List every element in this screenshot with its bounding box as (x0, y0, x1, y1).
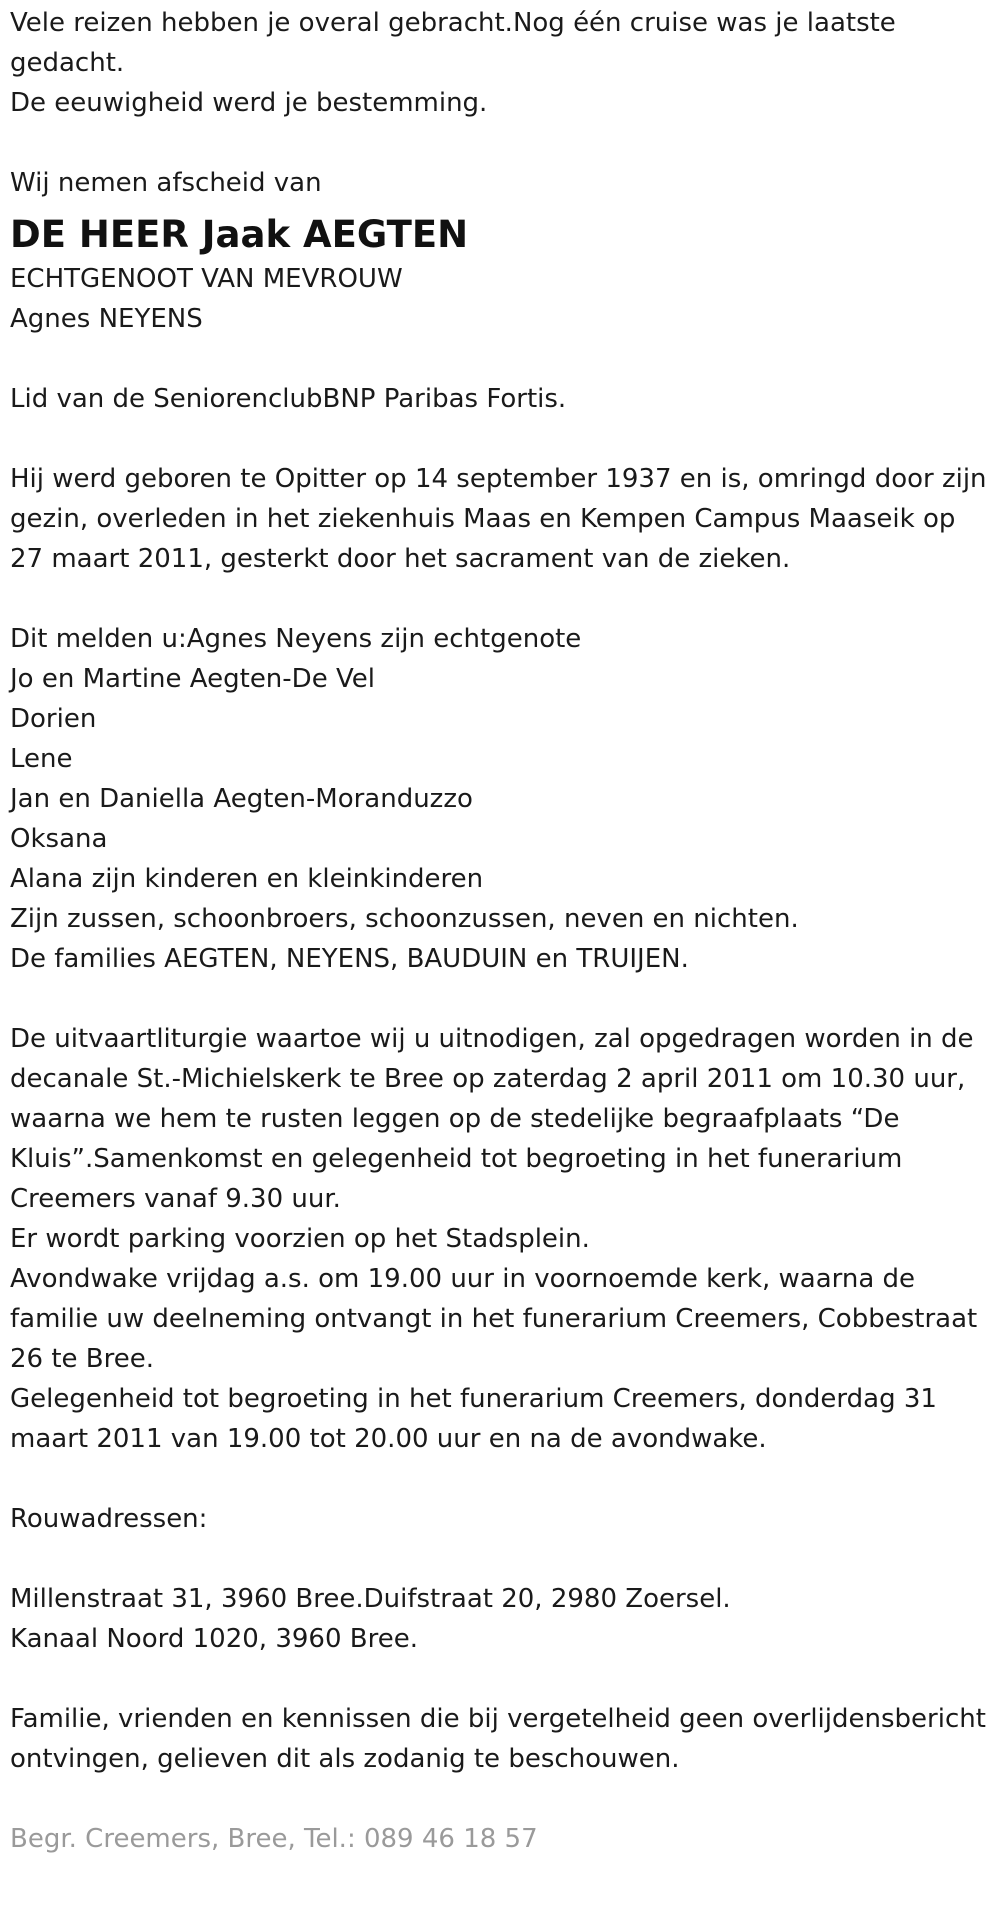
family-line: Oksana (10, 824, 108, 854)
family-line: Jo en Martine Aegten-De Vel (10, 664, 375, 694)
spacer (10, 1539, 990, 1579)
family-line: Dit melden u:Agnes Neyens zijn echtgenote (10, 624, 582, 654)
family-line: De families AEGTEN, NEYENS, BAUDUIN en TRUIJEN. (10, 944, 689, 974)
spacer (10, 579, 990, 619)
closing-note: Familie, vrienden en kennissen die bij vergetelheid geen overlijdensbericht ontvingen, gelieven dit als zodanig te beschouwen. (10, 1704, 986, 1774)
spacer (10, 419, 990, 459)
farewell-text: Wij nemen afscheid van (10, 168, 322, 198)
spouse-name: Agnes NEYENS (10, 304, 203, 334)
family-line: Dorien (10, 704, 97, 734)
spacer (10, 1659, 990, 1699)
address-line: Millenstraat 31, 3960 Bree.Duifstraat 20, 2980 Zoersel. (10, 1584, 731, 1614)
funeral-details (10, 1019, 990, 1459)
membership-text: Lid van de SeniorenclubBNP Paribas Fortis. (10, 384, 567, 414)
funeral-paragraph: De uitvaartliturgie waartoe wij u uitnodigen, zal opgedragen worden in de decanale St.-Michielskerk te Bree op zaterdag 2 april 2011 om 10.30 uur, waarna we hem te rusten leggen op de stedelijke begraafplaats “De Kluis”.Samenkomst en gelegenheid tot begroeting in het funerarium Creemers vanaf 9.30 uur. (10, 1024, 974, 1214)
funeral-home-footer: Begr. Creemers, Bree, Tel.: 089 46 18 57 (10, 1824, 538, 1854)
intro-line: De eeuwigheid werd je bestemming. (10, 88, 488, 118)
spacer (10, 339, 990, 379)
intro-line: Vele reizen hebben je overal gebracht.Nog één cruise was je laatste gedacht. (10, 8, 896, 78)
family-line: Lene (10, 744, 73, 774)
wake-details: Avondwake vrijdag a.s. om 19.00 uur in voornoemde kerk, waarna de familie uw deelneming ontvangt in het funerarium Creemers, Cobbestraat 26 te Bree. (10, 1264, 978, 1374)
visitation-details: Gelegenheid tot begroeting in het funerarium Creemers, donderdag 31 maart 2011 van 19.00 tot 20.00 uur en na de avondwake. (10, 1384, 937, 1454)
family-line: Jan en Daniella Aegten-Moranduzzo (10, 784, 473, 814)
spouse-label: ECHTGENOOT VAN MEVROUW (10, 264, 403, 294)
family-line: Zijn zussen, schoonbroers, schoonzussen, neven en nichten. (10, 904, 799, 934)
spacer (10, 979, 990, 1019)
biography-text: Hij werd geboren te Opitter op 14 september 1937 en is, omringd door zijn gezin, overleden in het ziekenhuis Maas en Kempen Campus Maaseik op 27 maart 2011, gesterkt door het sacrament van de zieken. (10, 464, 987, 574)
address-line: Kanaal Noord 1020, 3960 Bree. (10, 1624, 418, 1654)
deceased-name-title: DE HEER Jaak AEGTEN (10, 213, 469, 256)
family-list (10, 619, 990, 979)
parking-note: Er wordt parking voorzien op het Stadsplein. (10, 1224, 590, 1254)
addresses-label: Rouwadressen: (10, 1504, 208, 1534)
spacer (10, 1459, 990, 1499)
family-line: Alana zijn kinderen en kleinkinderen (10, 864, 484, 894)
spacer (10, 123, 990, 163)
spacer (10, 1779, 990, 1819)
